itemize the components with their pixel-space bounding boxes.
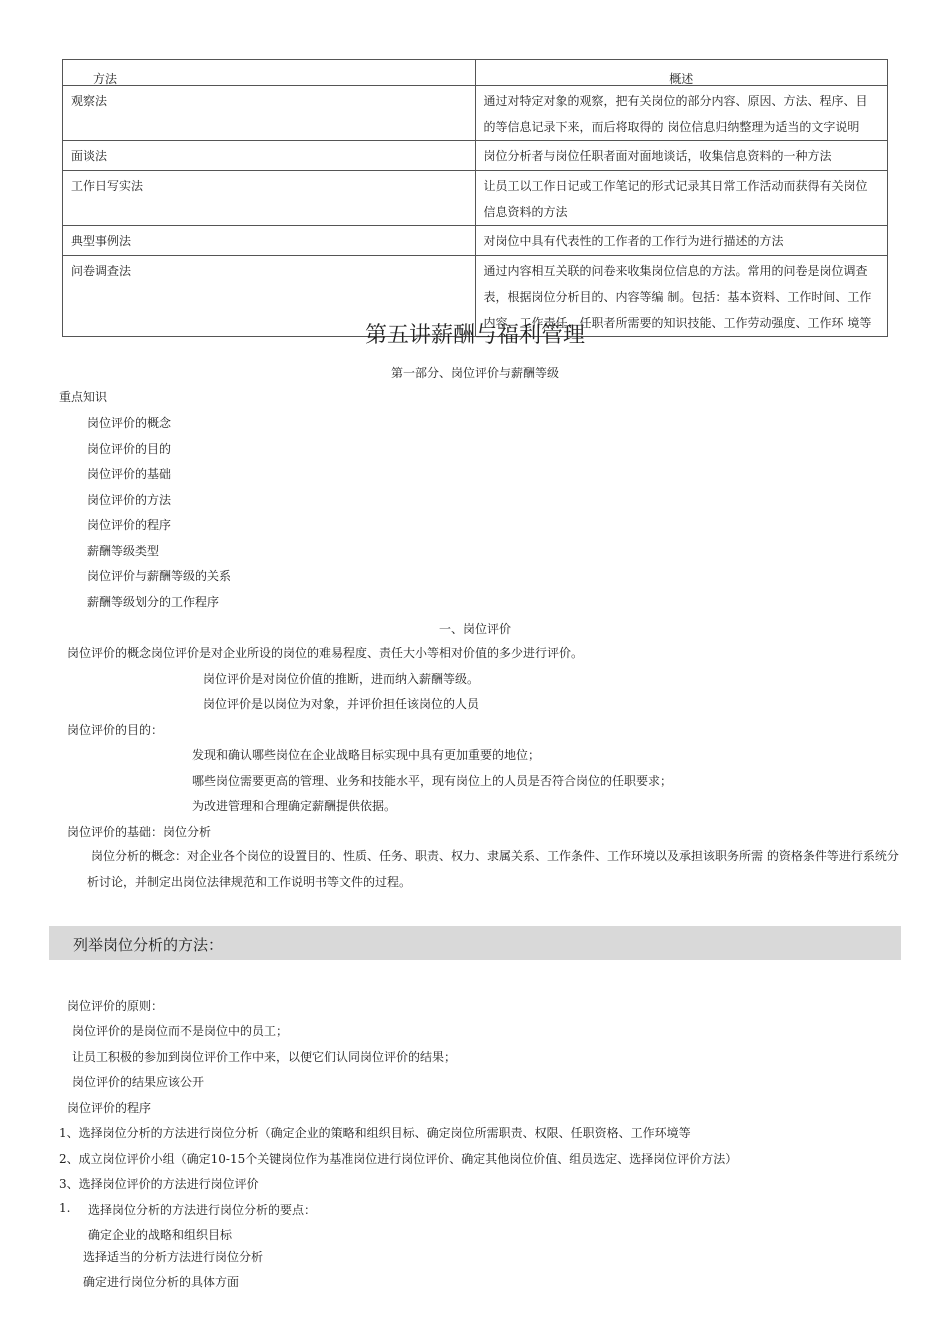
list-item: 岗位评价的目的 [87, 442, 172, 456]
method-name: 工作日写实法 [63, 171, 476, 226]
basis-paragraph: 岗位分析的概念：对企业各个岗位的设置目的、性质、任务、职责、权力、隶属关系、工作条件、工作环境以及承担该职务所需 的资格条件等进行系统分析讨论，并制定出岗位法律规范和工作说明书等文件的过程。 [87, 849, 899, 889]
method-list-band [49, 926, 901, 960]
list-item: 岗位评价与薪酬等级的关系 [87, 569, 232, 583]
list-item: 岗位评价的是岗位而不是岗位中的员工； [72, 1024, 289, 1038]
concept-line: 岗位评价的概念岗位评价是对企业所设的岗位的难易程度、责任大小等相对价值的多少进行评价。 [67, 646, 584, 660]
procedure-step: 2、成立岗位评价小组（确定10-15个关键岗位作为基准岗位进行岗位评价、确定其他岗位价值、组员选定、选择岗位评价方法） [59, 1152, 738, 1166]
principles-heading: 岗位评价的原则： [67, 999, 164, 1013]
key-knowledge-heading: 重点知识 [59, 390, 108, 404]
table-row [63, 86, 888, 141]
purpose-heading: 岗位评价的目的： [67, 723, 164, 737]
basis-heading: 岗位评价的基础：岗位分析 [67, 825, 212, 839]
method-name: 问卷调查法 [63, 256, 476, 337]
method-name: 面谈法 [63, 141, 476, 171]
method-desc: 让员工以工作日记或工作笔记的形式记录其日常工作活动而获得有关岗位信息资料的方法 [475, 171, 888, 226]
page-subtitle: 第一部分、岗位评价与薪酬等级 [390, 366, 559, 380]
list-item: 岗位评价的概念 [87, 416, 172, 430]
section-heading: 一、岗位评价 [438, 622, 511, 636]
methods-table [62, 59, 888, 337]
table-row [63, 141, 888, 171]
list-item: 岗位评价的基础 [87, 467, 172, 481]
header-method: 方法 [63, 60, 476, 86]
band-label: 列举岗位分析的方法： [73, 936, 224, 954]
list-item: 岗位评价的结果应该公开 [72, 1075, 205, 1089]
procedure-step: 1、选择岗位分析的方法进行岗位分析（确定企业的策略和组织目标、确定岗位所需职责、权限、任职资格、工作环境等 [59, 1126, 691, 1140]
list-item: 薪酬等级划分的工作程序 [87, 595, 220, 609]
method-name: 典型事例法 [63, 226, 476, 256]
method-desc: 通过内容相互关联的问卷来收集岗位信息的方法。常用的问卷是岗位调查表，根据岗位分析目的、内容等编 制。包括：基本资料、工作时间、工作内容、工作责任、任职者所需要的知识技能、工作劳动强度、工作环 境等 [475, 256, 888, 337]
procedure-heading: 岗位评价的程序 [67, 1101, 152, 1115]
list-item: 选择适当的分析方法进行岗位分析 [83, 1250, 264, 1264]
list-item: 确定企业的战略和组织目标 [88, 1228, 233, 1242]
method-name: 观察法 [63, 86, 476, 141]
point-number: 1. [59, 1201, 71, 1215]
concept-line: 岗位评价是以岗位为对象，并评价担任该岗位的人员 [203, 697, 480, 711]
method-desc: 岗位分析者与岗位任职者面对面地谈话，收集信息资料的一种方法 [475, 141, 888, 171]
page-title: 第五讲薪酬与福利管理 [364, 323, 585, 348]
list-item: 为改进管理和合理确定薪酬提供依据。 [192, 799, 397, 813]
list-item: 薪酬等级类型 [87, 544, 160, 558]
concept-line: 岗位评价是对岗位价值的推断，进而纳入薪酬等级。 [203, 672, 480, 686]
list-item: 确定进行岗位分析的具体方面 [83, 1275, 240, 1289]
table-header-row [63, 60, 888, 86]
table-row [63, 226, 888, 256]
method-desc: 通过对特定对象的观察，把有关岗位的部分内容、原因、方法、程序、目的等信息记录下来，而后将取得的 岗位信息归纳整理为适当的文字说明 [475, 86, 888, 141]
list-item: 岗位评价的程序 [87, 518, 172, 532]
list-item: 岗位评价的方法 [87, 493, 172, 507]
procedure-step: 3、选择岗位评价的方法进行岗位评价 [59, 1177, 259, 1191]
list-item: 发现和确认哪些岗位在企业战略目标实现中具有更加重要的地位； [192, 748, 541, 762]
method-desc: 对岗位中具有代表性的工作者的工作行为进行描述的方法 [475, 226, 888, 256]
table-row [63, 171, 888, 226]
point-heading: 选择岗位分析的方法进行岗位分析的要点： [88, 1203, 317, 1217]
list-item: 让员工积极的参加到岗位评价工作中来，以便它们认同岗位评价的结果； [72, 1050, 457, 1064]
list-item: 哪些岗位需要更高的管理、业务和技能水平，现有岗位上的人员是否符合岗位的任职要求； [192, 774, 673, 788]
header-overview: 概述 [475, 60, 888, 86]
